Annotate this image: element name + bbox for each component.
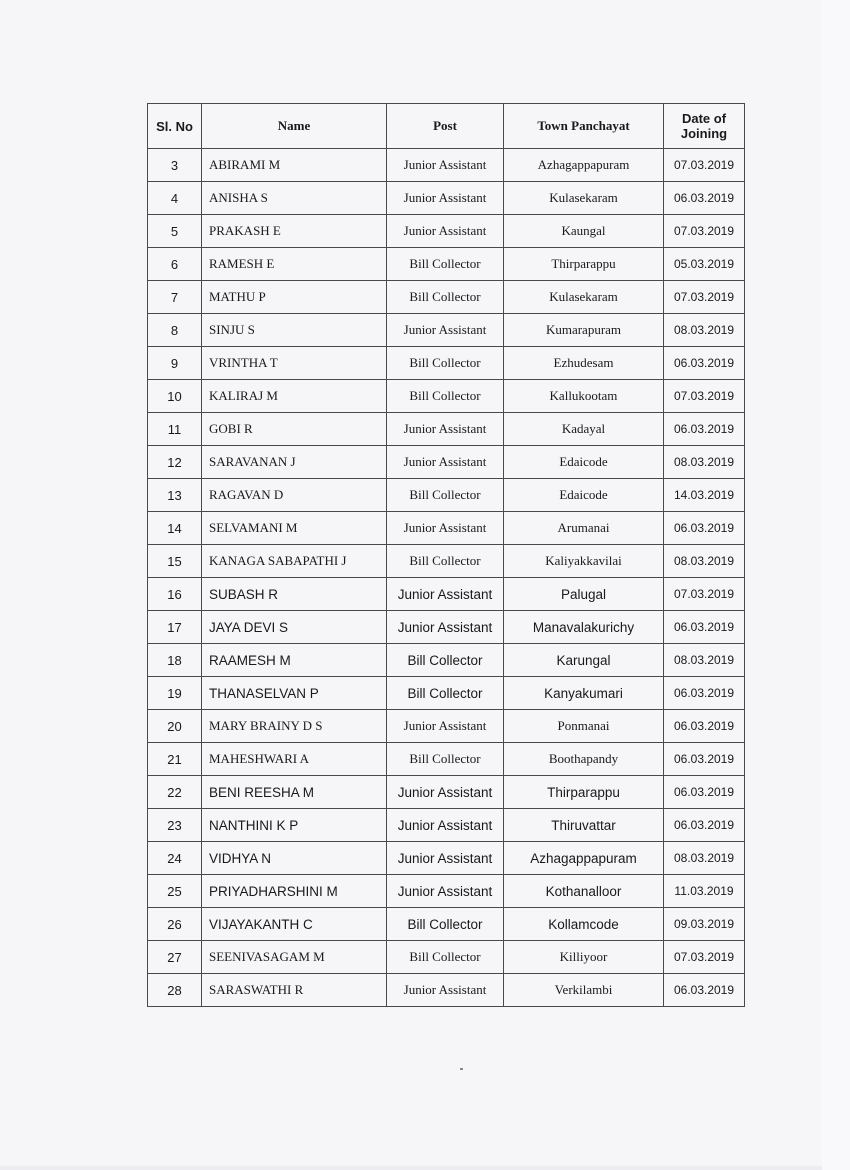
table-row (148, 215, 745, 248)
cell-post: Junior Assistant (387, 875, 504, 908)
table-row (148, 908, 745, 941)
cell-post: Junior Assistant (387, 215, 504, 248)
table-row (148, 182, 745, 215)
cell-name: NANTHINI K P (202, 809, 387, 842)
cell-town-panchayat: Kulasekaram (504, 281, 664, 314)
cell-sl-no: 20 (148, 710, 202, 743)
cell-post: Junior Assistant (387, 974, 504, 1007)
cell-post: Bill Collector (387, 347, 504, 380)
cell-town-panchayat: Kulasekaram (504, 182, 664, 215)
table-row (148, 776, 745, 809)
cell-name: ABIRAMI M (202, 149, 387, 182)
cell-post: Junior Assistant (387, 413, 504, 446)
cell-name: RAAMESH M (202, 644, 387, 677)
cell-date-of-joining: 06.03.2019 (664, 809, 745, 842)
cell-date-of-joining: 07.03.2019 (664, 149, 745, 182)
header-name: Name (202, 104, 387, 149)
table-row (148, 809, 745, 842)
cell-post: Bill Collector (387, 545, 504, 578)
cell-post: Bill Collector (387, 908, 504, 941)
cell-town-panchayat: Verkilambi (504, 974, 664, 1007)
cell-town-panchayat: Azhagappapuram (504, 842, 664, 875)
cell-sl-no: 13 (148, 479, 202, 512)
cell-town-panchayat: Edaicode (504, 479, 664, 512)
cell-sl-no: 23 (148, 809, 202, 842)
cell-town-panchayat: Edaicode (504, 446, 664, 479)
cell-post: Bill Collector (387, 248, 504, 281)
cell-date-of-joining: 06.03.2019 (664, 347, 745, 380)
cell-date-of-joining: 08.03.2019 (664, 644, 745, 677)
table-row (148, 248, 745, 281)
cell-sl-no: 17 (148, 611, 202, 644)
cell-sl-no: 19 (148, 677, 202, 710)
cell-name: BENI REESHA M (202, 776, 387, 809)
table-row (148, 875, 745, 908)
table-row (148, 644, 745, 677)
cell-name: SARAVANAN J (202, 446, 387, 479)
table-row (148, 479, 745, 512)
cell-post: Junior Assistant (387, 842, 504, 875)
cell-post: Junior Assistant (387, 809, 504, 842)
page-edge (822, 0, 850, 1170)
table-row (148, 446, 745, 479)
cell-town-panchayat: Kollamcode (504, 908, 664, 941)
cell-sl-no: 24 (148, 842, 202, 875)
cell-post: Junior Assistant (387, 512, 504, 545)
cell-date-of-joining: 06.03.2019 (664, 743, 745, 776)
table-row (148, 941, 745, 974)
cell-town-panchayat: Kaungal (504, 215, 664, 248)
cell-name: SELVAMANI M (202, 512, 387, 545)
cell-town-panchayat: Azhagappapuram (504, 149, 664, 182)
cell-date-of-joining: 08.03.2019 (664, 446, 745, 479)
cell-sl-no: 6 (148, 248, 202, 281)
cell-date-of-joining: 06.03.2019 (664, 182, 745, 215)
cell-town-panchayat: Boothapandy (504, 743, 664, 776)
cell-date-of-joining: 08.03.2019 (664, 545, 745, 578)
cell-town-panchayat: Kothanalloor (504, 875, 664, 908)
cell-sl-no: 7 (148, 281, 202, 314)
cell-date-of-joining: 06.03.2019 (664, 974, 745, 1007)
table-row (148, 413, 745, 446)
cell-date-of-joining: 07.03.2019 (664, 281, 745, 314)
cell-name: RAGAVAN D (202, 479, 387, 512)
cell-date-of-joining: 09.03.2019 (664, 908, 745, 941)
cell-sl-no: 4 (148, 182, 202, 215)
cell-post: Junior Assistant (387, 314, 504, 347)
cell-name: SUBASH R (202, 578, 387, 611)
table-row (148, 578, 745, 611)
table-body (148, 149, 745, 1007)
cell-name: KANAGA SABAPATHI J (202, 545, 387, 578)
cell-name: SARASWATHI R (202, 974, 387, 1007)
cell-sl-no: 14 (148, 512, 202, 545)
cell-town-panchayat: Arumanai (504, 512, 664, 545)
table-row (148, 281, 745, 314)
cell-name: VRINTHA T (202, 347, 387, 380)
cell-town-panchayat: Kanyakumari (504, 677, 664, 710)
cell-name: PRAKASH E (202, 215, 387, 248)
cell-name: MATHU P (202, 281, 387, 314)
cell-post: Bill Collector (387, 941, 504, 974)
cell-sl-no: 18 (148, 644, 202, 677)
cell-date-of-joining: 06.03.2019 (664, 611, 745, 644)
cell-sl-no: 28 (148, 974, 202, 1007)
cell-date-of-joining: 06.03.2019 (664, 512, 745, 545)
table-row (148, 314, 745, 347)
cell-sl-no: 8 (148, 314, 202, 347)
cell-town-panchayat: Manavalakurichy (504, 611, 664, 644)
cell-name: JAYA DEVI S (202, 611, 387, 644)
cell-date-of-joining: 11.03.2019 (664, 875, 745, 908)
cell-sl-no: 27 (148, 941, 202, 974)
table-row (148, 611, 745, 644)
cell-post: Junior Assistant (387, 776, 504, 809)
table-row (148, 743, 745, 776)
cell-post: Bill Collector (387, 281, 504, 314)
cell-town-panchayat: Ezhudesam (504, 347, 664, 380)
cell-name: THANASELVAN P (202, 677, 387, 710)
cell-date-of-joining: 08.03.2019 (664, 314, 745, 347)
cell-name: RAMESH E (202, 248, 387, 281)
cell-post: Bill Collector (387, 479, 504, 512)
cell-sl-no: 12 (148, 446, 202, 479)
cell-sl-no: 11 (148, 413, 202, 446)
cell-date-of-joining: 06.03.2019 (664, 677, 745, 710)
cell-name: ANISHA S (202, 182, 387, 215)
cell-town-panchayat: Killiyoor (504, 941, 664, 974)
cell-name: KALIRAJ M (202, 380, 387, 413)
cell-town-panchayat: Kadayal (504, 413, 664, 446)
table-row (148, 677, 745, 710)
cell-sl-no: 9 (148, 347, 202, 380)
cell-post: Junior Assistant (387, 611, 504, 644)
cell-post: Junior Assistant (387, 446, 504, 479)
cell-date-of-joining: 07.03.2019 (664, 380, 745, 413)
cell-town-panchayat: Ponmanai (504, 710, 664, 743)
cell-sl-no: 22 (148, 776, 202, 809)
cell-date-of-joining: 07.03.2019 (664, 215, 745, 248)
cell-post: Bill Collector (387, 644, 504, 677)
cell-sl-no: 5 (148, 215, 202, 248)
cell-name: PRIYADHARSHINI M (202, 875, 387, 908)
table-row (148, 347, 745, 380)
cell-post: Bill Collector (387, 677, 504, 710)
cell-sl-no: 21 (148, 743, 202, 776)
table-row (148, 842, 745, 875)
cell-town-panchayat: Thirparappu (504, 248, 664, 281)
table-header-row (148, 104, 745, 149)
cell-post: Junior Assistant (387, 149, 504, 182)
cell-date-of-joining: 06.03.2019 (664, 776, 745, 809)
cell-name: SEENIVASAGAM M (202, 941, 387, 974)
joining-table (147, 103, 745, 1007)
cell-post: Bill Collector (387, 380, 504, 413)
cell-post: Junior Assistant (387, 710, 504, 743)
cell-town-panchayat: Palugal (504, 578, 664, 611)
cell-date-of-joining: 08.03.2019 (664, 842, 745, 875)
cell-town-panchayat: Kallukootam (504, 380, 664, 413)
header-town-panchayat: Town Panchayat (504, 104, 664, 149)
table-row (148, 545, 745, 578)
table-row (148, 380, 745, 413)
cell-date-of-joining: 05.03.2019 (664, 248, 745, 281)
cell-name: MAHESHWARI A (202, 743, 387, 776)
scan-mark (460, 1068, 463, 1070)
table-row (148, 974, 745, 1007)
table-row (148, 710, 745, 743)
cell-sl-no: 26 (148, 908, 202, 941)
cell-date-of-joining: 06.03.2019 (664, 413, 745, 446)
cell-name: VIDHYA N (202, 842, 387, 875)
cell-date-of-joining: 07.03.2019 (664, 578, 745, 611)
table-row (148, 512, 745, 545)
cell-town-panchayat: Kumarapuram (504, 314, 664, 347)
table-row (148, 149, 745, 182)
cell-name: VIJAYAKANTH C (202, 908, 387, 941)
header-sl-no: Sl. No (148, 104, 202, 149)
cell-date-of-joining: 14.03.2019 (664, 479, 745, 512)
cell-sl-no: 16 (148, 578, 202, 611)
cell-sl-no: 10 (148, 380, 202, 413)
cell-post: Junior Assistant (387, 578, 504, 611)
cell-date-of-joining: 06.03.2019 (664, 710, 745, 743)
cell-date-of-joining: 07.03.2019 (664, 941, 745, 974)
cell-town-panchayat: Thiruvattar (504, 809, 664, 842)
cell-name: GOBI R (202, 413, 387, 446)
cell-town-panchayat: Kaliyakkavilai (504, 545, 664, 578)
cell-name: SINJU S (202, 314, 387, 347)
header-date-of-joining: Date of Joining (664, 104, 745, 149)
header-post: Post (387, 104, 504, 149)
cell-town-panchayat: Thirparappu (504, 776, 664, 809)
cell-name: MARY BRAINY D S (202, 710, 387, 743)
cell-post: Junior Assistant (387, 182, 504, 215)
cell-sl-no: 3 (148, 149, 202, 182)
cell-post: Bill Collector (387, 743, 504, 776)
cell-sl-no: 25 (148, 875, 202, 908)
cell-sl-no: 15 (148, 545, 202, 578)
cell-town-panchayat: Karungal (504, 644, 664, 677)
